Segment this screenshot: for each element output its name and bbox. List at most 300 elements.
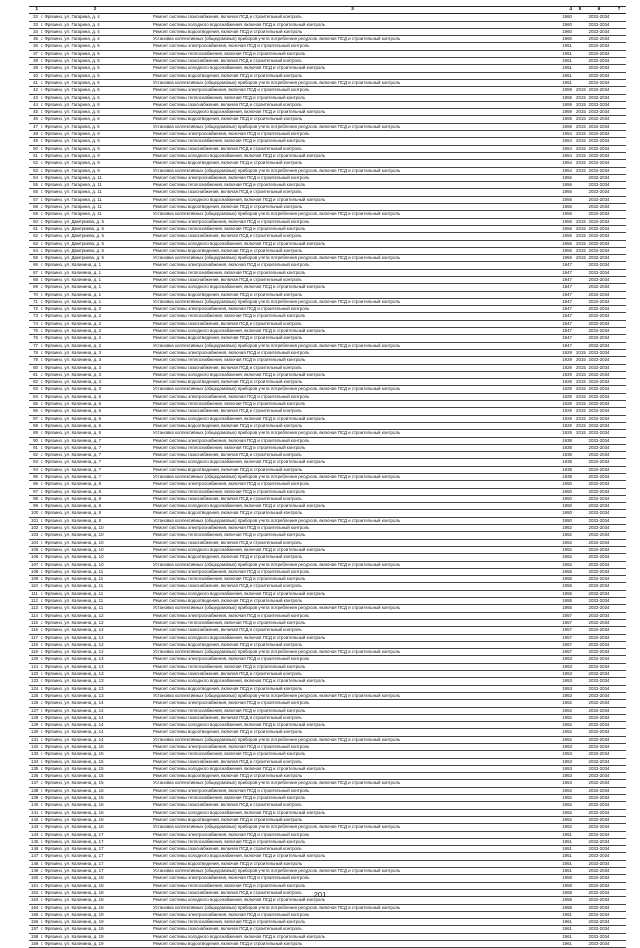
build-year-cell: 1952 <box>554 736 574 743</box>
row-number: 52 <box>29 160 39 167</box>
row-number: 145 <box>31 838 39 844</box>
row-number: 131 <box>31 736 39 742</box>
row-number: 59 <box>29 211 39 218</box>
row-number: 92 <box>29 452 39 459</box>
table-row <box>29 605 626 612</box>
col-7-cell <box>612 284 626 291</box>
build-year-cell: 1950 <box>554 510 574 517</box>
table-row <box>29 408 626 415</box>
col-7-cell <box>612 846 626 853</box>
table-row <box>29 269 626 276</box>
col-5-cell <box>574 641 586 648</box>
col-5-cell <box>574 685 586 692</box>
col-5-cell: 2015 <box>576 131 586 137</box>
address-cell: г. Фрязино, ул. Калинина, д. 13 <box>39 685 151 692</box>
table-row <box>29 809 626 816</box>
build-year-cell: 1956 <box>554 196 574 203</box>
col-5-cell: 2015 <box>576 233 586 239</box>
work-type-cell: Ремонт системы электроснабжения, включая ПСД и строительный контроль <box>151 525 554 532</box>
address-cell: г. Фрязино, ул. Калинина, д. 17 <box>39 831 151 838</box>
col-7-cell <box>612 276 626 283</box>
col-5-cell <box>574 481 586 488</box>
work-type-cell: Ремонт системы электроснабжения, включая ПСД и строительный контроль <box>151 911 554 918</box>
col-7-cell <box>612 809 626 816</box>
build-year-cell: 1953 <box>554 692 574 699</box>
col-7-cell <box>612 160 626 167</box>
table-row <box>29 700 626 707</box>
period-cell: 2032-2034 <box>586 401 612 408</box>
build-year-cell: 1947 <box>554 291 574 298</box>
col-5-cell <box>574 276 586 283</box>
build-year-cell: 1952 <box>554 525 574 532</box>
col-5-cell: 2015 <box>576 160 586 166</box>
build-year-cell: 1954 <box>554 152 574 159</box>
build-year-cell: 1951 <box>554 860 574 867</box>
col-5-cell <box>574 743 586 750</box>
build-year-cell: 1951 <box>554 79 574 86</box>
col-5-cell <box>574 619 586 626</box>
build-year-cell: 1954 <box>554 138 574 145</box>
period-cell: 2032-2034 <box>586 459 612 466</box>
col-7-cell <box>612 72 626 79</box>
col-5-cell <box>574 568 586 575</box>
col-5-cell <box>574 320 586 327</box>
row-number: 150 <box>31 875 39 881</box>
table-row <box>29 284 626 291</box>
build-year-cell: 1953 <box>554 780 574 787</box>
period-cell: 2032-2034 <box>586 736 612 743</box>
table-row <box>29 787 626 794</box>
address-cell: г. Фрязино, ул. Калинина, д. 18 <box>39 897 151 904</box>
table-row <box>29 233 626 240</box>
col-7-cell <box>612 795 626 802</box>
period-cell: 2032-2034 <box>586 656 612 663</box>
period-cell: 2032-2034 <box>586 138 612 145</box>
table-row <box>29 875 626 882</box>
period-cell: 2032-2034 <box>586 204 612 211</box>
row-number: 32 <box>29 14 39 21</box>
row-number: 147 <box>31 853 39 859</box>
table-row <box>29 21 626 28</box>
table-row <box>29 204 626 211</box>
col-7-cell <box>612 174 626 181</box>
address-cell: г. Фрязино, ул. Калинина, д. 16 <box>39 809 151 816</box>
build-year-cell: 1958 <box>554 904 574 911</box>
period-cell: 2032-2034 <box>586 291 612 298</box>
row-number: 109 <box>31 576 39 582</box>
build-year-cell: 1947 <box>554 306 574 313</box>
col-5-cell <box>574 204 586 211</box>
col-5-cell <box>574 342 586 349</box>
period-cell: 2032-2034 <box>586 349 612 356</box>
col-7-cell <box>612 320 626 327</box>
period-cell: 2032-2034 <box>586 692 612 699</box>
row-number: 70 <box>29 291 39 298</box>
address-cell: г. Фрязино, ул. Гагарина, д. 11 <box>39 189 151 196</box>
build-year-cell: 1952 <box>554 546 574 553</box>
period-cell: 2032-2034 <box>586 926 612 933</box>
build-year-cell: 1952 <box>554 554 574 561</box>
period-cell: 2032-2034 <box>586 743 612 750</box>
table-row <box>29 116 626 123</box>
row-number: 44 <box>29 101 39 108</box>
work-type-cell: Ремонт системы холодного водоснабжения, включая ПСД и строительный контроль <box>151 328 554 335</box>
col-5-cell <box>574 598 586 605</box>
row-number: 85 <box>29 401 39 408</box>
period-cell: 2032-2034 <box>586 386 612 393</box>
col-7-cell <box>612 306 626 313</box>
row-number: 97 <box>29 488 39 495</box>
build-year-cell: 1958 <box>554 889 574 896</box>
col-7-cell <box>612 736 626 743</box>
row-number: 155 <box>31 911 39 917</box>
work-type-cell: Ремонт системы теплоснабжения, включая ПСД и строительный контроль <box>151 532 554 539</box>
table-row <box>29 641 626 648</box>
period-cell: 2032-2034 <box>586 211 612 218</box>
table-row <box>29 160 626 167</box>
row-number: 99 <box>29 503 39 510</box>
row-number: 110 <box>31 583 38 589</box>
work-type-cell: Ремонт системы теплоснабжения, включая ПСД и строительный контроль <box>151 838 554 845</box>
work-type-cell: Ремонт системы электроснабжения, включая ПСД и строительный контроль <box>151 568 554 575</box>
row-number: 49 <box>29 138 39 145</box>
row-number: 138 <box>31 787 39 793</box>
col-7-cell <box>612 707 626 714</box>
work-type-cell: Установка коллективных (общедомовых) приборов учета потребления ресурсов, включая ПСД и строительный контроль <box>151 692 554 699</box>
col-7-cell <box>612 408 626 415</box>
col-5-cell <box>574 758 586 765</box>
build-year-cell: 1951 <box>554 43 574 50</box>
col-5-cell <box>574 933 586 940</box>
col-7-cell <box>612 853 626 860</box>
period-cell: 2032-2034 <box>586 911 612 918</box>
table-row <box>29 824 626 831</box>
table-row <box>29 904 626 911</box>
build-year-cell: 1960 <box>554 14 574 21</box>
col-7-cell <box>612 722 626 729</box>
table-row <box>29 758 626 765</box>
period-cell: 2032-2034 <box>586 904 612 911</box>
row-number: 129 <box>31 722 39 728</box>
work-type-cell: Ремонт системы газоснабжения, включая ПСД и строительный контроль <box>151 320 554 327</box>
row-number: 119 <box>31 649 38 655</box>
address-cell: г. Фрязино, ул. Гагарина, д. 5 <box>39 79 151 86</box>
work-type-cell: Ремонт системы газоснабжения, включая ПСД и строительный контроль <box>151 758 554 765</box>
period-cell: 2032-2034 <box>586 700 612 707</box>
col-7-cell <box>612 605 626 612</box>
col-5-cell <box>574 306 586 313</box>
row-number: 51 <box>29 152 39 159</box>
col-7-cell <box>612 240 626 247</box>
work-type-cell: Ремонт системы водоотведения, включая ПСД и строительный контроль <box>151 379 554 386</box>
build-year-cell: 1956 <box>554 189 574 196</box>
col-5-cell <box>574 736 586 743</box>
address-cell: г. Фрязино, ул. Калинина, д. 16 <box>39 787 151 794</box>
build-year-cell: 1956 <box>554 255 574 262</box>
address-cell: г. Фрязино, ул. Калинина, д. 12 <box>39 612 151 619</box>
col-5-cell <box>574 919 586 926</box>
work-type-cell: Ремонт системы водоотведения, включая ПСД и строительный контроль <box>151 941 554 948</box>
row-number: 61 <box>29 225 39 232</box>
period-cell: 2032-2034 <box>586 50 612 57</box>
col-5-cell <box>574 43 586 50</box>
address-cell: г. Фрязино, ул. Калинина, д. 13 <box>39 663 151 670</box>
build-year-cell: 1955 <box>554 605 574 612</box>
table-row <box>29 364 626 371</box>
period-cell: 2032-2034 <box>586 802 612 809</box>
table-row <box>29 816 626 823</box>
work-type-cell: Ремонт системы холодного водоснабжения, включая ПСД и строительный контроль <box>151 415 554 422</box>
col-7-cell <box>612 532 626 539</box>
period-cell: 2032-2034 <box>586 269 612 276</box>
col-5-cell <box>574 21 586 28</box>
work-type-cell: Ремонт системы водоотведения, включая ПСД и строительный контроль <box>151 510 554 517</box>
period-cell: 2032-2034 <box>586 393 612 400</box>
col-5-cell <box>574 692 586 699</box>
work-type-cell: Ремонт системы теплоснабжения, включая ПСД и строительный контроль <box>151 663 554 670</box>
col-5-cell <box>574 459 586 466</box>
row-number: 128 <box>31 714 39 720</box>
col-7-cell <box>612 291 626 298</box>
address-cell: г. Фрязино, ул. Калинина, д. 17 <box>39 860 151 867</box>
table-row <box>29 79 626 86</box>
build-year-cell: 1947 <box>554 342 574 349</box>
build-year-cell: 1953 <box>554 758 574 765</box>
work-type-cell: Ремонт системы электроснабжения, включая ПСД и строительный контроль <box>151 656 554 663</box>
build-year-cell: 1960 <box>554 21 574 28</box>
col-5-cell <box>574 941 586 948</box>
col-5-cell: 2015 <box>576 371 586 377</box>
col-5-cell <box>574 211 586 218</box>
period-cell: 2032-2034 <box>586 21 612 28</box>
build-year-cell: 1956 <box>554 204 574 211</box>
col-7-cell <box>612 225 626 232</box>
row-number: 158 <box>31 933 39 939</box>
col-5-cell <box>574 802 586 809</box>
work-type-cell: Ремонт системы теплоснабжения, включая ПСД и строительный контроль <box>151 138 554 145</box>
address-cell: г. Фрязино, ул. Калинина, д. 12 <box>39 649 151 656</box>
row-number: 38 <box>29 58 39 65</box>
table-row <box>29 546 626 553</box>
col-5-cell <box>574 444 586 451</box>
row-number: 151 <box>31 882 39 888</box>
col-5-cell: 2015 <box>576 225 586 231</box>
period-cell: 2032-2034 <box>586 79 612 86</box>
col-5-cell <box>574 649 586 656</box>
col-5-cell <box>574 911 586 918</box>
col-7-cell <box>612 919 626 926</box>
col-7-cell <box>612 50 626 57</box>
col-5-cell <box>574 787 586 794</box>
col-5-cell <box>574 612 586 619</box>
table-row <box>29 401 626 408</box>
period-cell: 2032-2034 <box>586 152 612 159</box>
table-row <box>29 780 626 787</box>
table-row <box>29 452 626 459</box>
table-row <box>29 678 626 685</box>
row-number: 36 <box>29 43 39 50</box>
build-year-cell: 1929 <box>554 393 574 400</box>
period-cell: 2032-2034 <box>586 320 612 327</box>
table-row <box>29 430 626 437</box>
row-number: 111 <box>29 590 39 597</box>
work-type-cell: Установка коллективных (общедомовых) приборов учета потребления ресурсов, включая ПСД и строительный контроль <box>151 824 554 831</box>
table-row <box>29 707 626 714</box>
col-7-cell <box>612 269 626 276</box>
col-5-cell: 2015 <box>576 364 586 370</box>
build-year-cell: 1952 <box>554 707 574 714</box>
col-5-cell <box>574 663 586 670</box>
row-number: 142 <box>31 816 39 822</box>
table-row <box>29 941 626 948</box>
address-cell: г. Фрязино, ул. Дмитриева, д. 5 <box>39 247 151 254</box>
period-cell: 2032-2034 <box>586 328 612 335</box>
address-cell: г. Фрязино, ул. Калинина, д. 8 <box>39 481 151 488</box>
col-5-cell <box>574 174 586 181</box>
row-number: 136 <box>31 773 39 779</box>
row-number: 124 <box>31 685 39 691</box>
address-cell: г. Фрязино, ул. Калинина, д. 7 <box>39 452 151 459</box>
period-cell: 2032-2034 <box>586 240 612 247</box>
work-type-cell: Ремонт системы водоотведения, включая ПСД и строительный контроль <box>151 72 554 79</box>
period-cell: 2032-2034 <box>586 408 612 415</box>
work-type-cell: Ремонт системы электроснабжения, включая ПСД и строительный контроль <box>151 306 554 313</box>
row-number: 79 <box>29 357 39 364</box>
row-number: 117 <box>31 634 38 640</box>
row-number: 41 <box>29 79 39 86</box>
period-cell: 2032-2034 <box>586 525 612 532</box>
build-year-cell: 1956 <box>554 240 574 247</box>
address-cell: г. Фрязино, ул. Калинина, д. 14 <box>39 736 151 743</box>
period-cell: 2032-2034 <box>586 605 612 612</box>
address-cell: г. Фрязино, ул. Калинина, д. 12 <box>39 634 151 641</box>
build-year-cell: 1953 <box>554 685 574 692</box>
period-cell: 2032-2034 <box>586 678 612 685</box>
address-cell: г. Фрязино, ул. Калинина, д. 3 <box>39 386 151 393</box>
address-cell: г. Фрязино, ул. Калинина, д. 17 <box>39 868 151 875</box>
period-cell: 2032-2034 <box>586 590 612 597</box>
work-type-cell: Установка коллективных (общедомовых) приборов учета потребления ресурсов, включая ПСД и строительный контроль <box>151 904 554 911</box>
address-cell: г. Фрязино, ул. Калинина, д. 17 <box>39 853 151 860</box>
col-7-cell <box>612 116 626 123</box>
period-cell: 2032-2034 <box>586 123 612 130</box>
work-type-cell: Ремонт системы электроснабжения, включая ПСД и строительный контроль <box>151 743 554 750</box>
col-7-cell <box>612 379 626 386</box>
row-number: 81 <box>29 371 39 378</box>
build-year-cell: 1950 <box>554 481 574 488</box>
row-number: 86 <box>29 408 39 415</box>
address-cell: г. Фрязино, ул. Калинина, д. 1 <box>39 284 151 291</box>
row-number: 73 <box>29 313 39 320</box>
col-7-cell <box>612 452 626 459</box>
address-cell: г. Фрязино, ул. Калинина, д. 10 <box>39 532 151 539</box>
period-cell: 2032-2034 <box>586 233 612 240</box>
period-cell: 2032-2034 <box>586 415 612 422</box>
col-5-cell <box>574 656 586 663</box>
period-cell: 2032-2034 <box>586 276 612 283</box>
period-cell: 2032-2034 <box>586 765 612 772</box>
row-number: 95 <box>29 474 39 481</box>
row-number: 103 <box>31 532 39 538</box>
row-number: 43 <box>29 94 39 101</box>
build-year-cell: 1954 <box>554 131 574 138</box>
build-year-cell: 1956 <box>554 233 574 240</box>
col-7-cell <box>612 568 626 575</box>
col-7-cell <box>612 751 626 758</box>
work-type-cell: Ремонт системы электроснабжения, включая ПСД и строительный контроль <box>151 831 554 838</box>
col-7-cell <box>612 773 626 780</box>
col-5-cell: 2015 <box>576 349 586 355</box>
build-year-cell: 1951 <box>554 868 574 875</box>
build-year-cell: 1952 <box>554 561 574 568</box>
work-type-cell: Ремонт системы теплоснабжения, включая ПСД и строительный контроль <box>151 576 554 583</box>
period-cell: 2032-2034 <box>586 167 612 174</box>
work-type-cell: Ремонт системы холодного водоснабжения, включая ПСД и строительный контроль <box>151 152 554 159</box>
work-type-cell: Установка коллективных (общедомовых) приборов учета потребления ресурсов, включая ПСД и строительный контроль <box>151 167 554 174</box>
build-year-cell: 1951 <box>554 838 574 845</box>
work-type-cell: Установка коллективных (общедомовых) приборов учета потребления ресурсов, включая ПСД и строительный контроль <box>151 605 554 612</box>
col-5-cell <box>574 313 586 320</box>
table-row <box>29 568 626 575</box>
table-row <box>29 43 626 50</box>
address-cell: г. Фрязино, ул. Гагарина, д. 4 <box>39 21 151 28</box>
row-number: 58 <box>29 204 39 211</box>
col-7-cell <box>612 131 626 138</box>
build-year-cell: 1947 <box>554 328 574 335</box>
work-type-cell: Ремонт системы водоотведения, включая ПСД и строительный контроль <box>151 860 554 867</box>
col-5-cell: 2015 <box>576 167 586 173</box>
work-type-cell: Ремонт системы электроснабжения, включая ПСД и строительный контроль <box>151 393 554 400</box>
col-5-cell <box>574 926 586 933</box>
address-cell: г. Фрязино, ул. Калинина, д. 12 <box>39 627 151 634</box>
period-cell: 2032-2034 <box>586 225 612 232</box>
work-type-cell: Установка коллективных (общедомовых) приборов учета потребления ресурсов, включая ПСД и строительный контроль <box>151 211 554 218</box>
build-year-cell: 1952 <box>554 802 574 809</box>
col-7-cell <box>612 430 626 437</box>
work-type-cell: Ремонт системы водоотведения, включая ПСД и строительный контроль <box>151 422 554 429</box>
address-cell: г. Фрязино, ул. Калинина, д. 2 <box>39 320 151 327</box>
row-number: 153 <box>31 897 39 903</box>
col-7-cell <box>612 422 626 429</box>
table-row <box>29 145 626 152</box>
work-type-cell: Ремонт системы холодного водоснабжения, включая ПСД и строительный контроль <box>151 897 554 904</box>
row-number: 75 <box>29 328 39 335</box>
col-7-cell <box>612 692 626 699</box>
work-type-cell: Установка коллективных (общедомовых) приборов учета потребления ресурсов, включая ПСД и строительный контроль <box>151 298 554 305</box>
period-cell: 2032-2034 <box>586 758 612 765</box>
build-year-cell: 1952 <box>554 539 574 546</box>
build-year-cell: 1956 <box>554 174 574 181</box>
table-row <box>29 357 626 364</box>
build-year-cell: 1953 <box>554 671 574 678</box>
row-number: 83 <box>29 386 39 393</box>
table-row <box>29 444 626 451</box>
work-type-cell: Ремонт системы водоотведения, включая ПСД и строительный контроль <box>151 247 554 254</box>
col-7-cell <box>612 255 626 262</box>
col-5-cell <box>574 707 586 714</box>
col-7-cell <box>612 94 626 101</box>
row-number: 72 <box>29 306 39 313</box>
col-5-cell: 2015 <box>576 109 586 115</box>
period-cell: 2032-2034 <box>586 576 612 583</box>
col-7-cell <box>612 298 626 305</box>
build-year-cell: 1953 <box>554 765 574 772</box>
row-number: 88 <box>29 422 39 429</box>
col-5-cell: 2015 <box>576 138 586 144</box>
header-col-2: 2 <box>39 7 151 14</box>
address-cell: г. Фрязино, ул. Калинина, д. 1 <box>39 298 151 305</box>
col-5-cell <box>574 328 586 335</box>
